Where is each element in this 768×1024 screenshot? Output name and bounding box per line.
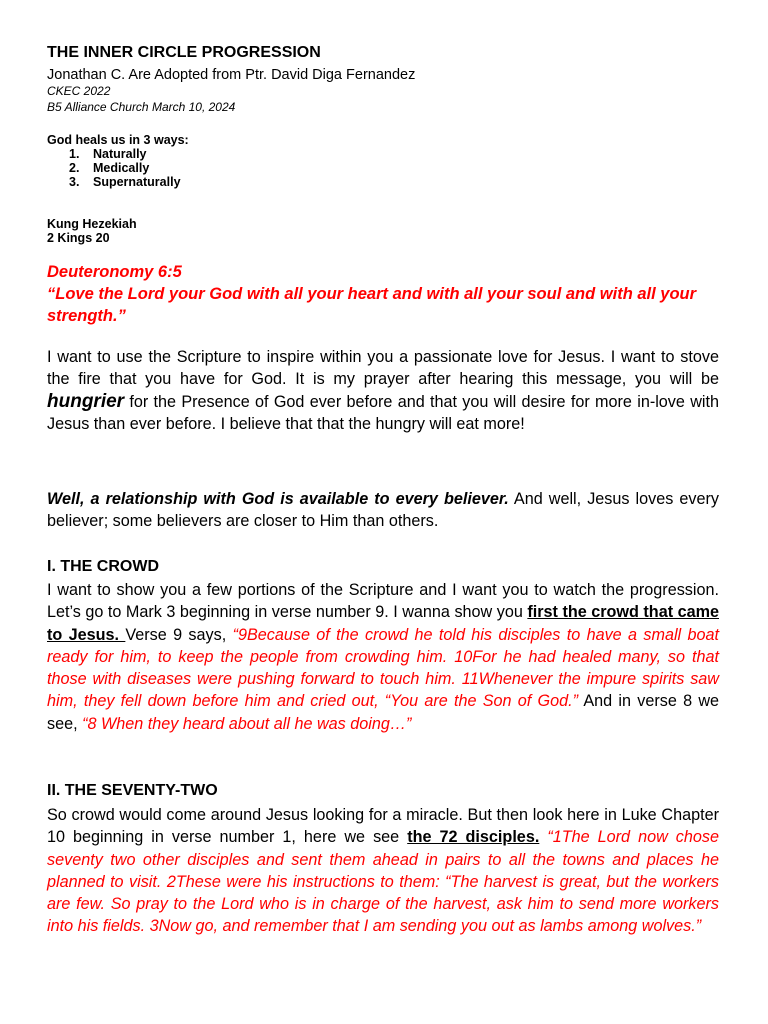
heals-heading: God heals us in 3 ways: [47,133,189,147]
list-item [47,161,181,175]
list-item-number: 1. [69,147,80,161]
section-2-text-1: So crowd would come around Jesus looking for a miracle. But then look here in Luke Chapter 10 beginning in verse number 1, here we see [47,806,719,847]
meta-line-1: CKEC 2022 [47,84,111,98]
list-item-number: 3. [69,175,80,189]
intro-emphasis: hungrier [47,390,125,412]
section-1-body [47,579,719,735]
list-item-number: 2. [69,161,80,175]
verse-text: “Love the Lord your God with all your heart and with all your soul and with all your strength.” [47,285,697,325]
list-item [47,147,181,161]
intro-2-text: And well, Jesus loves every believer; some believers are closer to Him than others. [47,490,719,531]
list-item-label: Medically [93,161,150,175]
section-2-underline: the 72 disciples. [407,828,540,847]
intro-paragraph-2 [47,488,719,533]
key-verse [47,261,727,327]
section-1-text-1: I want to show you a few portions of the Scripture and I want you to watch the progression. Let’s go to Mark 3 beginning in verse number 9. I wanna show you [47,581,719,622]
section-1-quote-2: “8 When they heard about all he was doing…” [82,714,412,733]
list-item-label: Naturally [93,147,147,161]
list-item-label: Supernaturally [93,175,181,189]
author-line: Jonathan C. Are Adopted from Ptr. David Diga Fernandez [47,67,416,83]
section-2-heading: II. THE SEVENTY-TWO [47,782,218,799]
list-item [47,175,181,189]
intro-paragraph-1 [47,346,719,435]
section-1-text-3: And in verse 8 we see, [47,692,720,733]
reference-line-1: Kung Hezekiah [47,217,137,231]
section-1-text-2: Verse 9 says, [125,625,233,644]
section-2-quote: “1The Lord now chose seventy two other disciples and sent them ahead in pairs to all the towns and places he planned to visit. 2These were his instructions to them: “The harvest is great, but the workers are few. So pray to the Lord who is in charge of the harvest, ask him to send more workers into his fields. 3Now go, and remember that I am sending you out as lambs among wolves.” [47,828,720,936]
section-2-body [47,804,719,938]
intro-text-after: for the Presence of God ever before and that you will desire for more in-love with Jesus than ever before. I believe that that the hungry will eat more! [47,392,719,433]
intro-text-before: I want to use the Scripture to inspire within you a passionate love for Jesus. I want to stove the fire that you have for God. It is my prayer after hearing this message, you will be [47,348,719,389]
reference-line-2: 2 Kings 20 [47,231,110,245]
section-1-quote-1: “9Because of the crowd he told his disciples to have a small boat ready for him, to keep the people from crowding him. 10For he had healed many, so that those with diseases were pushing forward to touch him. 11Whenever the impure spirits saw him, they fell down before him and cried out, “You are the Son of God.” [47,625,719,711]
section-1-heading: I. THE CROWD [47,558,159,575]
document-title: THE INNER CIRCLE PROGRESSION [47,44,321,61]
intro-2-emphasis: Well, a relationship with God is available to every believer. [47,490,509,508]
section-1-underline: first the crowd that came to Jesus. [47,603,719,644]
verse-reference: Deuteronomy 6:5 [47,263,182,281]
heals-list [47,147,181,189]
meta-line-2: B5 Alliance Church March 10, 2024 [47,100,236,114]
